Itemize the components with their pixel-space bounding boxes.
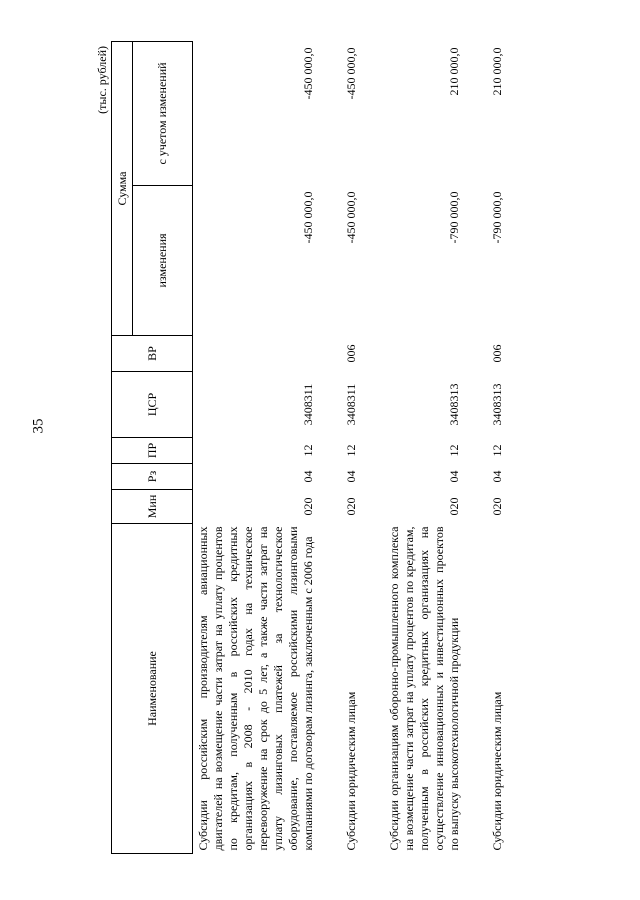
header-pr: ПР (112, 438, 193, 464)
rotated-page (95, 42, 585, 854)
row-min: 020 (447, 497, 461, 516)
header-name: Наименование (112, 524, 193, 854)
row-name: Субсидии юридическим лицам (490, 691, 504, 851)
budget-table (111, 41, 508, 854)
table-row (341, 41, 362, 853)
table-row (193, 41, 320, 853)
table-row (487, 41, 508, 853)
page-number: 35 (30, 418, 47, 434)
row-rz: 04 (490, 470, 504, 483)
header-csr: ЦСР (112, 372, 193, 438)
row-name: Субсидии российским производителям авиационных двигателей на возмещение части затрат на уплату процентов по кредитам, полученным в российских кредитных организациях в 2008 - 2010 годах на техническое перевооружение на срок до 5 лет, а также части затрат на уплату лизинговых платежей за технологическое оборудование, поставляемое российскими лизинговыми компаниями по договорам лизинга, заключенным с 2006 года (196, 526, 315, 851)
row-vr (193, 336, 320, 372)
units-label: (тыс. рублей) (95, 46, 109, 114)
row-changes: -790 000,0 (490, 191, 504, 244)
row-csr: 3408313 (490, 383, 504, 426)
header-min: Мин (112, 490, 193, 524)
row-name: Субсидии организациям оборонно-промышленного комплекса на возмещение части затрат на уплату процентов по кредитам, полученным в российских кредитных организациях на осуществление инновационных и инвестиционных проектов по выпуску высокотехнологичной продукции (387, 526, 461, 851)
row-with-changes: 210 000,0 (447, 47, 461, 96)
row-pr: 12 (447, 444, 461, 457)
header-vr: ВР (112, 336, 193, 372)
row-changes: -790 000,0 (447, 191, 461, 244)
row-pr: 12 (490, 444, 504, 457)
row-vr: 006 (344, 344, 358, 363)
row-csr: 3408311 (301, 383, 315, 426)
row-csr: 3408311 (344, 383, 358, 426)
header-row (112, 41, 133, 853)
row-changes: -450 000,0 (301, 191, 315, 244)
row-with-changes: 210 000,0 (490, 47, 504, 96)
row-csr: 3408313 (447, 383, 461, 426)
header-with-changes: с учетом изменений (133, 41, 193, 185)
header-rz: Рз (112, 464, 193, 490)
header-sum: Сумма (112, 41, 133, 335)
header-changes: изменения (133, 186, 193, 336)
row-pr: 12 (344, 444, 358, 457)
row-with-changes: -450 000,0 (301, 47, 315, 100)
row-min: 020 (301, 497, 315, 516)
row-vr (384, 336, 465, 372)
row-with-changes: -450 000,0 (344, 47, 358, 100)
row-rz: 04 (344, 470, 358, 483)
row-min: 020 (490, 497, 504, 516)
row-rz: 04 (447, 470, 461, 483)
row-name: Субсидии юридическим лицам (344, 691, 358, 851)
row-vr: 006 (490, 344, 504, 363)
table-row (384, 41, 465, 853)
row-pr: 12 (301, 444, 315, 457)
row-min: 020 (344, 497, 358, 516)
row-changes: -450 000,0 (344, 191, 358, 244)
row-rz: 04 (301, 470, 315, 483)
